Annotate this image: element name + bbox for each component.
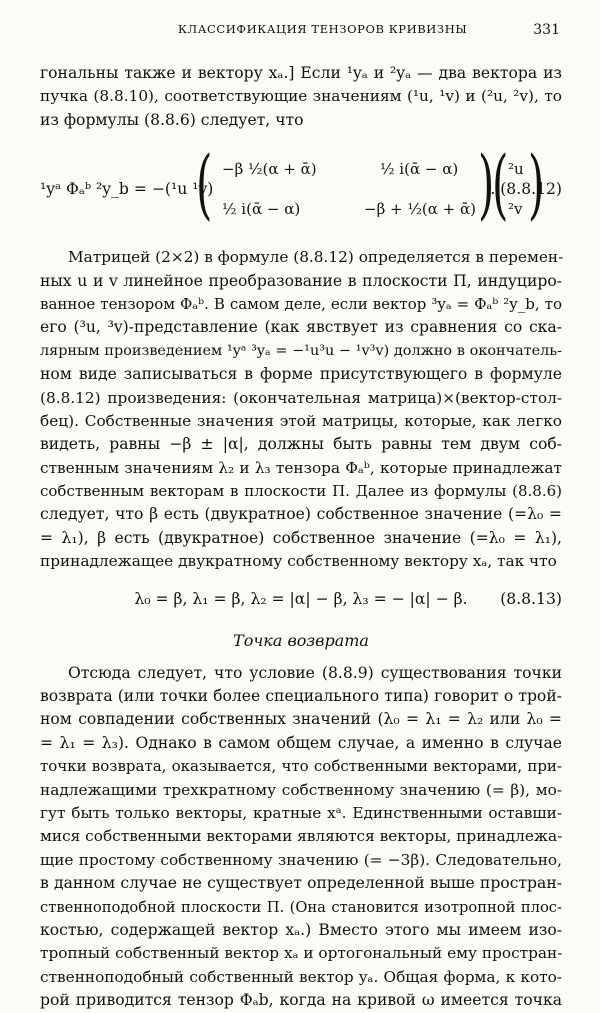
equation-8-8-13: [40, 588, 562, 611]
text-line: тропный собственный вектор xₐ и ортогональный ему простран-: [40, 944, 563, 963]
text-line: ном совпадении собственных значений (λ₀ = λ₁ = λ₂ или λ₀ =: [40, 710, 562, 729]
matrix-cell-11: −β ½(α + ᾱ): [222, 160, 317, 179]
text-line: ном виде записываться в форме присутствующего в формуле: [40, 365, 562, 384]
text-line: собственным векторам в плоскости П. Далее из формулы (8.8.6): [40, 482, 562, 501]
matrix-left-paren: (: [196, 139, 213, 229]
matrix-cell-12: ½ i(ᾱ − α): [380, 160, 459, 179]
text-line: = λ₁), β есть (двукратное) собственное значение (=λ₀ = λ₁),: [40, 528, 562, 547]
text-line: ванное тензором Φₐᵇ. В самом деле, если вектор ³yₐ = Φₐᵇ ²y_b, то: [40, 294, 562, 313]
text-line: ных u и v линейное преобразование в плоскости П, индуциро-: [40, 271, 562, 290]
page-body: [40, 62, 562, 1013]
paragraph-2: [40, 246, 562, 573]
text-line: гут быть только векторы, кратные xᵃ. Единственными оставши-: [40, 803, 562, 822]
running-title: КЛАССИФИКАЦИЯ ТЕНЗОРОВ КРИВИЗНЫ: [178, 22, 468, 36]
matrix-cell-21: ½ i(ᾱ − α): [222, 200, 301, 219]
page-number: 331: [533, 22, 560, 38]
equation-formula: λ₀ = β, λ₁ = β, λ₂ = |α| − β, λ₃ = − |α| − β.: [134, 589, 468, 608]
text-line: пучка (8.8.10), соответствующие значениям (¹u, ¹v) и (²u, ²v), то: [40, 87, 562, 106]
section-title: Точка возврата: [233, 630, 369, 650]
text-line: принадлежащее двукратному собственному вектору xₐ, так что: [40, 552, 557, 571]
paragraph-1: [40, 62, 562, 132]
page-header: [0, 22, 600, 42]
text-line: ственным значениям λ₂ и λ₃ тензора Φₐᵇ, которые принадлежат: [40, 458, 562, 477]
column-cell-u: ²u: [508, 160, 524, 179]
text-line: его (³u, ³v)-представление (как явствует из сравнения со ска-: [40, 318, 562, 337]
text-line: Матрицей (2×2) в формуле (8.8.12) определяется в перемен-: [68, 248, 564, 267]
equation-number: (8.8.13): [500, 589, 562, 608]
text-line: точки возврата, оказывается, что собственными векторами, при-: [40, 757, 562, 776]
text-line: из формулы (8.8.6) следует, что: [40, 110, 304, 129]
equation-8-8-12: [40, 139, 562, 236]
text-line: в данном случае не существует определенной выше простран-: [40, 874, 562, 893]
matrix-right-paren: ): [478, 139, 495, 229]
column-cell-v: ²v: [508, 200, 523, 219]
text-line: ственноподобный собственный вектор yₐ. Общая форма, к кото-: [40, 967, 562, 986]
text-line: видеть, равны −β ± |α|, должны быть равны тем двум соб-: [40, 435, 562, 454]
text-line: следует, что β есть (двукратное) собственное значение (=λ₀ =: [40, 505, 562, 524]
equation-lhs: ¹yᵃ Φₐᵇ ²y_b = −(¹u ¹v): [40, 180, 214, 199]
paragraph-3: [40, 662, 562, 1013]
text-line: возврата (или точки более специального типа) говорит о трой-: [40, 687, 562, 706]
text-line: (8.8.12) произведения: (окончательная матрица)×(вектор-стол-: [40, 388, 562, 407]
equation-number: . (8.8.12): [490, 180, 562, 199]
text-line: = λ₁ = λ₃). Однако в самом общем случае, а именно в случае: [40, 733, 562, 752]
text-line: щие простому собственному значению (= −3β). Следовательно,: [40, 850, 562, 869]
text-line: гональны также и вектору xₐ.] Если ¹yₐ и ²yₐ — два вектора из: [40, 64, 562, 82]
text-line: лярным произведением ¹yᵃ ³yₐ = −¹u³u − ¹v³v) должно в окончатель-: [40, 342, 562, 359]
text-line: надлежащими трехкратному собственному значению (= β), мо-: [40, 780, 562, 799]
text-line: бец). Собственные значения этой матрицы, которые, как легко: [40, 411, 562, 430]
column-left-paren: (: [492, 139, 509, 229]
matrix-cell-22: −β + ½(α + ᾱ): [364, 200, 476, 219]
column-right-paren: ): [528, 139, 545, 229]
text-line: ственноподобной плоскости П. (Она становится изотропной плос-: [40, 898, 562, 916]
text-line: мися собственными векторами являются векторы, принадлежа-: [40, 827, 563, 846]
text-line: костью, содержащей вектор xₐ.) Вместо этого мы имеем изо-: [40, 920, 562, 939]
text-line: рой приводится тензор Φₐb, когда на кривой ω имеется точка: [40, 991, 562, 1010]
text-line: Отсюда следует, что условие (8.8.9) существования точки: [68, 663, 562, 682]
